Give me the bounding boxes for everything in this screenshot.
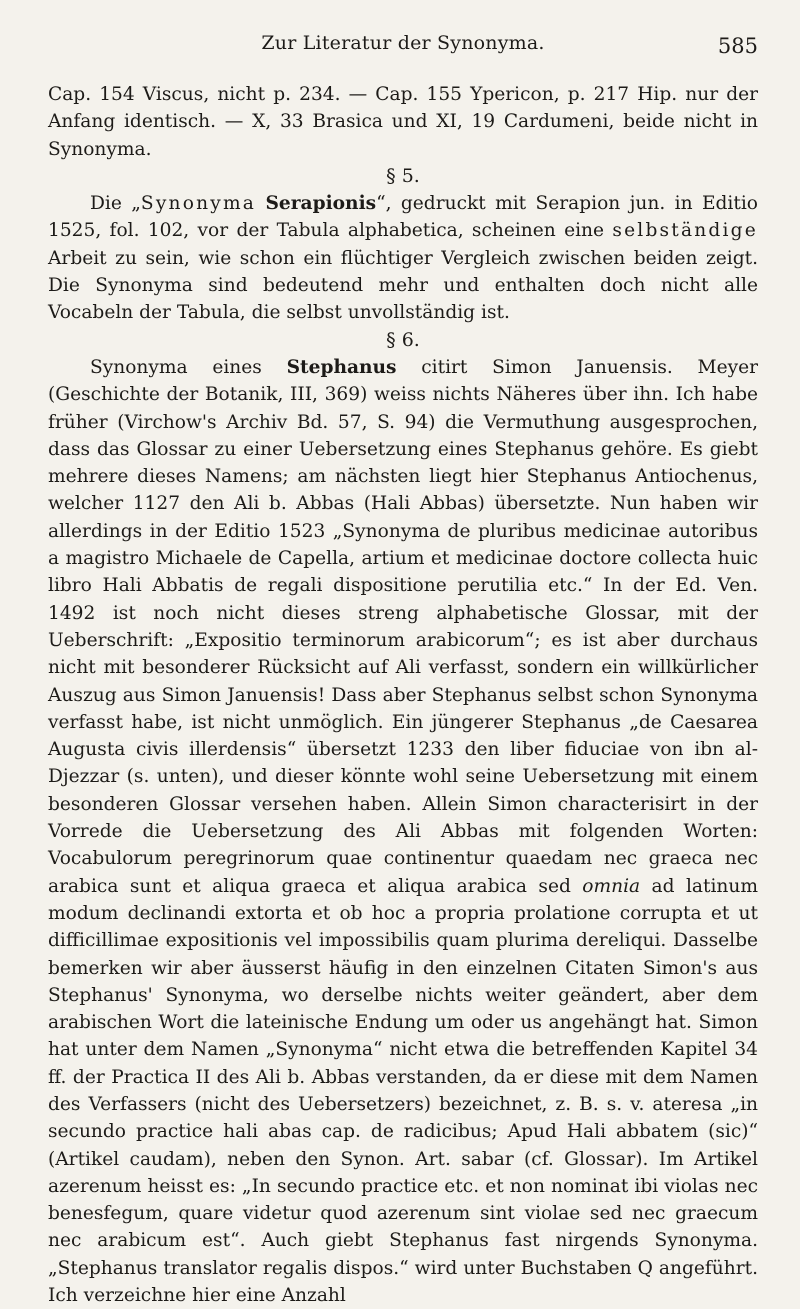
text-run: “, gedruckt mit Serapion jun. in Editio 1525, fol. 102, vor der Tabula alphabetica, scheinen eine <box>48 193 758 242</box>
emphasis-italic: omnia <box>582 875 641 897</box>
paragraph-section-6 <box>48 354 758 1309</box>
running-title: Zur Literatur der Synonyma. <box>261 32 545 54</box>
page-header <box>48 32 758 64</box>
text-run: Synonyma eines <box>90 356 287 378</box>
text-run: ad latinum modum declinandi extorta et ob hoc a propria prolatione corrupta et ut difficillimae expositionis vel impossibilis quam plurima dereliqui. Dasselbe bemerken wir aber äusserst häufig in den einzelnen Citaten Simon's aus Stephanus' Synonyma, wo derselbe nichts weiter geändert, aber dem arabischen Wort die lateinische Endung um oder us angehängt hat. Simon hat unter dem Namen „Synonyma“ nicht etwa die betreffenden Kapitel 34 ff. der Practica II des Ali b. Abbas verstanden, da er diese mit dem Namen des Verfassers (nicht des Uebersetzers) bezeichnet, z. B. s. v. ateresa „in secundo practice hali abas cap. de radicibus; Apud Hali abbatem (sic)“ (Artikel caudam), neben den Synon. Art. sabar (cf. Glossar). Im Artikel azerenum heisst es: „In secundo practice etc. et non nominat ibi violas nec benesfegum, quare videtur quod azerenum sint violae sed nec graecum nec arabicum est“. Auch giebt Stephanus fast nirgends Synonyma. „Stephanus translator regalis dispos.“ wird unter Buchstaben Q angeführt. Ich verzeichne hier eine Anzahl <box>48 875 758 1307</box>
body-text <box>48 81 758 1309</box>
paragraph-continuation: Cap. 154 Viscus, nicht p. 234. — Cap. 155 Ypericon, p. 217 Hip. nur der Anfang identisch. — X, 33 Brasica und XI, 19 Cardumeni, beide nicht in Synonyma. <box>48 84 758 160</box>
emphasis-spaced: Synonyma <box>140 193 257 215</box>
emphasis-bold: Stephanus <box>286 356 397 378</box>
text-run: Die „ <box>90 193 141 215</box>
section-5-heading: § 5. <box>386 164 420 187</box>
section-6-heading: § 6. <box>386 328 420 351</box>
emphasis-bold: Serapionis <box>265 193 377 215</box>
paragraph-section-5 <box>48 190 758 326</box>
page-number: 585 <box>717 34 758 58</box>
emphasis-spaced: selbständige <box>612 220 758 242</box>
text-run: citirt Simon Januensis. Meyer (Geschichte der Botanik, III, 369) weiss nichts Näheres über ihn. Ich habe früher (Virchow's Archiv Bd. 57, S. 94) die Vermuthung ausgesprochen, dass das Glossar zu einer Uebersetzung eines Stephanus gehöre. Es giebt mehrere dieses Namens; am nächsten liegt hier Stephanus Antiochenus, welcher 1127 den Ali b. Abbas (Hali Abbas) übersetzte. Nun haben wir allerdings in der Editio 1523 „Synonyma de pluribus medicinae autoribus a magistro Michaele de Capella, artium et medicinae doctore collecta huic libro Hali Abbatis de regali dispositione perutilia etc.“ In der Ed. Ven. 1492 ist noch nicht dieses streng alphabetische Glossar, mit der Ueberschrift: „Expositio terminorum arabicorum“; es ist aber durchaus nicht mit besonderer Rücksicht auf Ali verfasst, sondern ein willkürlicher Auszug aus Simon Januensis! Dass aber Stephanus selbst schon Synonyma verfasst habe, ist nicht unmöglich. Ein jüngerer Stephanus „de Caesarea Augusta civis illerdensis“ übersetzt 1233 den liber fiduciae von ibn al-Djezzar (s. unten), und dieser könnte wohl seine Uebersetzung mit einem besonderen Glossar versehen haben. Allein Simon characterisirt in der Vorrede die Uebersetzung des Ali Abbas mit folgenden Worten: Vocabulorum peregrinorum quae continentur quaedam nec graeca nec arabica sunt et aliqua graeca et aliqua arabica sed <box>48 356 758 897</box>
text-run: Arbeit zu sein, wie schon ein flüchtiger Vergleich zwischen beiden zeigt. Die Synonyma sind bedeutend mehr und enthalten doch nicht alle Vocabeln der Tabula, die selbst unvollständig ist. <box>48 247 758 324</box>
